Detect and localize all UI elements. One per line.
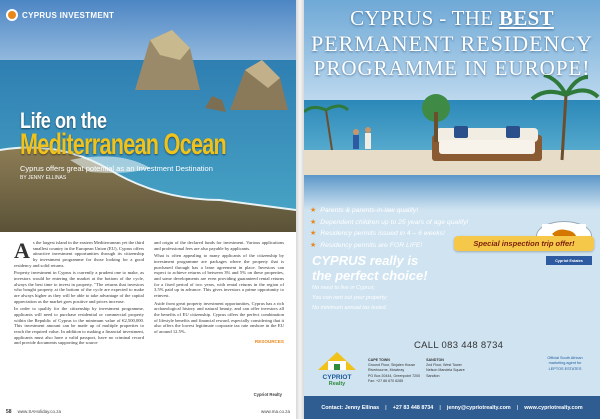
article-byline: BY JENNY ELLINAS bbox=[20, 175, 67, 181]
choice-line2: the perfect choice! bbox=[312, 268, 428, 283]
hero-photo bbox=[0, 0, 296, 232]
section-tag-label: CYPRUS INVESTMENT bbox=[22, 10, 115, 20]
realty-logo-icon bbox=[314, 348, 360, 374]
contact-email[interactable]: jenny@cypriotrealty.com bbox=[446, 404, 511, 411]
star-icon: ★ bbox=[310, 218, 317, 226]
photo-credit: Cypriot Realty bbox=[253, 392, 282, 397]
marketing-line: LEPTOS ESTATES bbox=[548, 366, 582, 371]
paragraph: Property investment in Cyprus is currently a prudent one to make, as investors would be entering the market at the bottom of the cycle, always the best time to invest in property. "The returns that investors who bought property at the bottom of the cycle are expected to make are always higher as they will be able to take advantage of the capital appreciation as the market goes positive and prices increase. bbox=[14, 270, 144, 304]
headline-prefix: CYPRUS - THE bbox=[350, 6, 494, 30]
choice-block bbox=[312, 254, 482, 313]
office-line: Riverbourne, Mowbray bbox=[368, 368, 405, 373]
separator: | bbox=[385, 404, 387, 411]
star-icon: ★ bbox=[310, 207, 317, 214]
article-subtitle: Cyprus offers great potential as an Investment Destination bbox=[20, 164, 213, 173]
choice-line1: CYPRUS really is bbox=[312, 253, 419, 268]
office-line: Fax: +27 86 670 6285 bbox=[368, 378, 404, 383]
left-page bbox=[0, 0, 296, 419]
advert-headline bbox=[304, 6, 600, 81]
marketing-line: marketing agent for bbox=[548, 361, 582, 366]
headline-line1 bbox=[304, 6, 600, 31]
headline-line2: PERMANENT RESIDENCY bbox=[310, 31, 593, 56]
office-cape-town bbox=[368, 358, 420, 384]
paragraph: s the largest island in the eastern Mediterranean yet the third smallest country in the European Union (EU), Cyprus offers attractive investment opportunities through its citizenship by investment programme for those looking for a good residency and solid returns. bbox=[14, 240, 144, 268]
office-line: Sandton bbox=[426, 373, 440, 378]
star-icon: ★ bbox=[310, 230, 317, 237]
paragraph: What is often appealing to many applicants of the citizenship by investment programme are packages where the property that is purchased through has a lease agreement in place. Investors can expect to achieve returns of between 3% and 5% on these properties, and some developments are even providing guaranteed rental returns for a fixed period of two years, with rental returns in the region of 3.5% paid up in advance. This gives investors a prime opportunity to reinvest. bbox=[154, 253, 284, 298]
office-line: Ground Floor, Sinjalen House bbox=[368, 363, 416, 368]
drop-cap: A bbox=[14, 238, 30, 263]
note-line: No need to live in Cyprus; bbox=[312, 285, 375, 291]
section-dot-icon bbox=[6, 9, 18, 21]
office-city: CAPE TOWN bbox=[368, 358, 390, 362]
article-column-2 bbox=[154, 240, 284, 390]
office-city: SANDTON bbox=[426, 358, 444, 362]
benefit-item bbox=[310, 217, 540, 229]
contact-name: Contact: Jenny Ellinas bbox=[321, 404, 380, 411]
marketing-line: Official South African bbox=[547, 356, 583, 360]
page-number: 58 bbox=[6, 408, 12, 415]
office-line: Nelson Mandela Square bbox=[426, 368, 465, 373]
footer-site-link-right[interactable]: www.ma.co.za bbox=[260, 409, 290, 414]
footer-site-link[interactable]: www.SAHoliday.co.za bbox=[17, 409, 61, 414]
article-column-1 bbox=[14, 240, 144, 390]
right-page-advert bbox=[304, 0, 600, 419]
marketing-agent-note bbox=[536, 356, 594, 372]
contact-bar bbox=[304, 396, 600, 419]
left-footer bbox=[0, 404, 296, 419]
contact-website[interactable]: www.cypriotrealty.com bbox=[524, 404, 583, 411]
note-line: You can rent out your property; bbox=[312, 295, 388, 301]
headline-line3: PROGRAMME IN EUROPE! bbox=[313, 56, 591, 80]
estates-chip: Cypriot Estates bbox=[546, 256, 592, 265]
page-gutter bbox=[296, 0, 304, 419]
logo-subtext: Realty bbox=[328, 381, 346, 387]
star-icon: ★ bbox=[310, 241, 317, 249]
paragraph: and origin of the declared funds for investment. Various applications and professional fees are also payable by applicants. bbox=[154, 240, 284, 251]
paragraph: In order to qualify for the citizenship by investment programme, applicants will need to purchase residential or commercial property within the Republic of Cyprus to the minimum value of €2,500,000. This investment amount can be made up of multiple properties to reach the required value. In addition to making a financial investment, applicants must also have a valid passport, have no criminal record and provide documents supporting the source bbox=[14, 306, 144, 346]
headline-emphasis: BEST bbox=[498, 6, 554, 30]
separator: | bbox=[439, 404, 441, 411]
benefit-item bbox=[310, 205, 540, 217]
benefit-text: Residency permits are FOR LIFE! bbox=[320, 241, 423, 249]
benefit-text: Residency permits issued in 4 – 6 weeks! bbox=[320, 230, 445, 237]
office-sandton bbox=[426, 358, 465, 384]
inspection-trip-banner[interactable]: Special inspection trip offer! bbox=[454, 236, 594, 251]
office-line: PO Box 20444, Greenpoint 7200 bbox=[368, 373, 421, 378]
note-line: No minimum annual tax levied. bbox=[312, 305, 388, 311]
office-addresses bbox=[368, 358, 465, 384]
separator: | bbox=[516, 404, 519, 411]
office-line: 2nd Floor, West Tower bbox=[426, 363, 462, 368]
paragraph: Aside from great property investment opportunities, Cyprus has a rich archaeological history and natural beauty, and can offer investors all the benefits of EU citizenship. Cyprus offers the perfect combination of lifestyle benefits and financial reward, especially considering that it also offers the lowest legitimate corporate tax rate onshore in the EU of around 12.5%. bbox=[154, 300, 284, 334]
article-body bbox=[14, 240, 284, 390]
benefit-text: Parents & parents-in-law qualify! bbox=[320, 207, 419, 214]
contact-phone[interactable]: +27 83 448 8734 bbox=[392, 404, 434, 411]
section-tag bbox=[6, 7, 114, 23]
logo-text: CYPRIOT bbox=[322, 374, 352, 381]
benefit-text: Dependent children up to 25 years of age qualify! bbox=[320, 218, 469, 226]
cypriot-realty-logo bbox=[314, 348, 360, 388]
call-number[interactable]: CALL 083 448 8734 bbox=[414, 340, 504, 351]
article-title-line1: Life on the bbox=[20, 108, 107, 133]
resources-label: RESOURCES bbox=[254, 338, 284, 344]
article-title-line2: Mediterranean Ocean bbox=[20, 128, 227, 161]
